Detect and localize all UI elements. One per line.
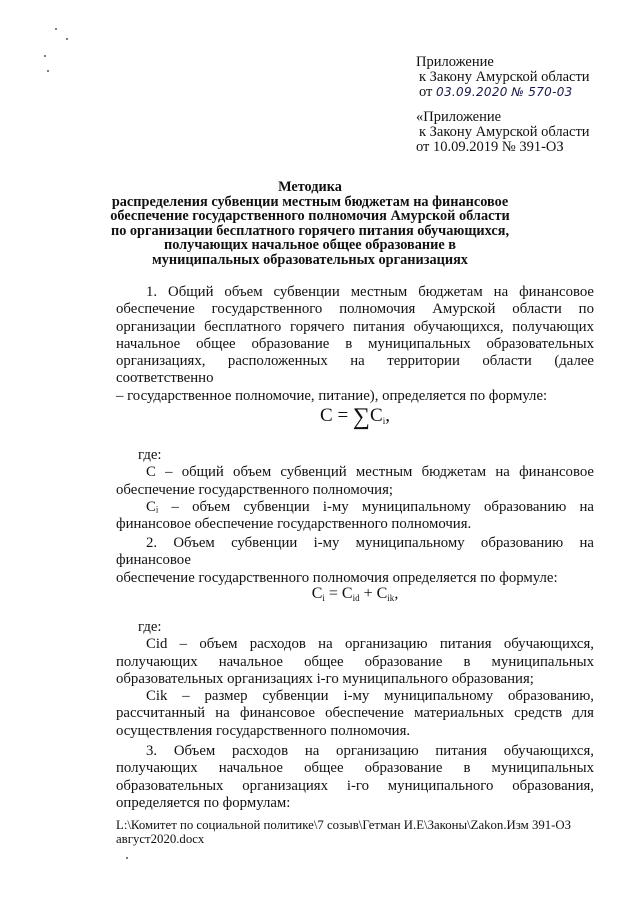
- handwritten-number: № 570-03: [511, 85, 573, 99]
- title-subheading: распределения субвенции местным бюджетам на финансовое обеспечение государственного полномочия Амурской области по организации бесплатного горячего питания обучающихся, получающих начальное общее образование в муниципальных образовательных организациях: [110, 193, 510, 268]
- paragraph-2: [116, 535, 594, 587]
- formula-var: C: [370, 405, 383, 426]
- text-line: обеспечение государственного полномочия;: [116, 481, 394, 498]
- formula-part: = C: [324, 585, 353, 602]
- text-line: обеспечение государственного полномочия определяется по формуле:: [116, 569, 558, 586]
- file-name-line: август2020.docx: [116, 832, 205, 846]
- scan-speck: [47, 70, 49, 72]
- text-line: образовательных организациях i-го муниципального образования,: [116, 777, 594, 794]
- scan-speck: [55, 28, 57, 30]
- where-label: где:: [138, 619, 162, 635]
- formula-sub: id: [352, 593, 360, 603]
- prev-date-line: от 10.09.2019 № 391-ОЗ: [416, 139, 564, 155]
- where-label: где:: [138, 447, 162, 463]
- previous-appendix-header: [416, 110, 590, 155]
- text-line: Cid – объем расходов на организацию питания обучающихся,: [146, 636, 594, 653]
- file-path-line: L:\Комитет по социальной политике\7 созыв\Гетман И.Е\Законы\Zakon.Изм 391-ОЗ: [116, 818, 572, 832]
- text-line: Cᵢ – объем субвенции i-му муниципальному образованию на: [146, 498, 594, 515]
- file-path-footer: [116, 818, 571, 846]
- law-reference: к Закону Амурской области: [419, 69, 590, 85]
- prev-law-reference: к Закону Амурской области: [419, 124, 590, 140]
- formula-tail: ,: [385, 405, 390, 426]
- sigma-symbol: ∑: [352, 404, 371, 430]
- scan-speck: [66, 38, 68, 40]
- prev-appendix-label: «Приложение: [416, 109, 502, 125]
- text-line: финансовое обеспечение государственного полномочия.: [116, 516, 472, 533]
- text-line: определяется по формулам:: [116, 794, 291, 811]
- formula-lhs: C =: [320, 405, 353, 426]
- title-heading: Методика: [278, 179, 342, 195]
- text-line: образовательных организациях i-го муниципального образования;: [116, 670, 534, 687]
- document-title: [110, 180, 510, 267]
- paragraph-3: [116, 743, 594, 812]
- text-line: организациях, расположенных на территории области (далее соответственно: [116, 353, 594, 387]
- text-line: обеспечение государственного полномочия Амурской области по: [116, 301, 594, 318]
- definitions-2: [116, 619, 594, 740]
- handwritten-date: 03.09.2020: [436, 85, 508, 99]
- text-line: получающих начальное общее образование в муниципальных: [116, 653, 594, 670]
- formula-part: + C: [359, 585, 388, 602]
- formula-sub: i: [322, 593, 325, 603]
- text-line: начальное общее образование в муниципальных образовательных: [116, 335, 594, 352]
- text-line: осуществления государственного полномочия.: [116, 722, 411, 739]
- appendix-header: [416, 55, 590, 100]
- appendix-label: Приложение: [416, 54, 494, 70]
- text-line: Cik – размер субвенции i-му муниципальному образованию,: [146, 688, 594, 705]
- formula-municipal-subvention: [116, 585, 594, 603]
- formula-tail: ,: [394, 585, 399, 602]
- text-line: рассчитанный на финансовое обеспечение материальных средств для: [116, 705, 594, 722]
- text-line: организации бесплатного горячего питания обучающихся, получающих: [116, 318, 594, 335]
- date-prefix: от: [419, 84, 433, 100]
- formula-sub: ik: [387, 593, 395, 603]
- text-line: 3. Объем расходов на организацию питания обучающихся,: [146, 743, 594, 759]
- formula-var: C: [311, 585, 323, 602]
- definitions-1: [116, 447, 594, 533]
- adoption-line: [416, 85, 590, 100]
- text-line: – государственное полномочие, питание), определяется по формуле:: [116, 387, 548, 404]
- scan-speck: [126, 857, 128, 859]
- formula-sub: i: [382, 416, 386, 426]
- text-line: 2. Объем субвенции i-му муниципальному образованию на финансовое: [116, 535, 594, 569]
- text-line: 1. Общий объем субвенции местным бюджетам на финансовое: [146, 284, 594, 300]
- text-line: получающих начальное общее образование в муниципальных: [116, 760, 594, 777]
- paragraph-1: [116, 284, 594, 405]
- formula-total-subvention: [116, 404, 594, 431]
- scan-speck: [44, 55, 46, 57]
- text-line: C – общий объем субвенций местным бюджетам на финансовое: [146, 464, 594, 481]
